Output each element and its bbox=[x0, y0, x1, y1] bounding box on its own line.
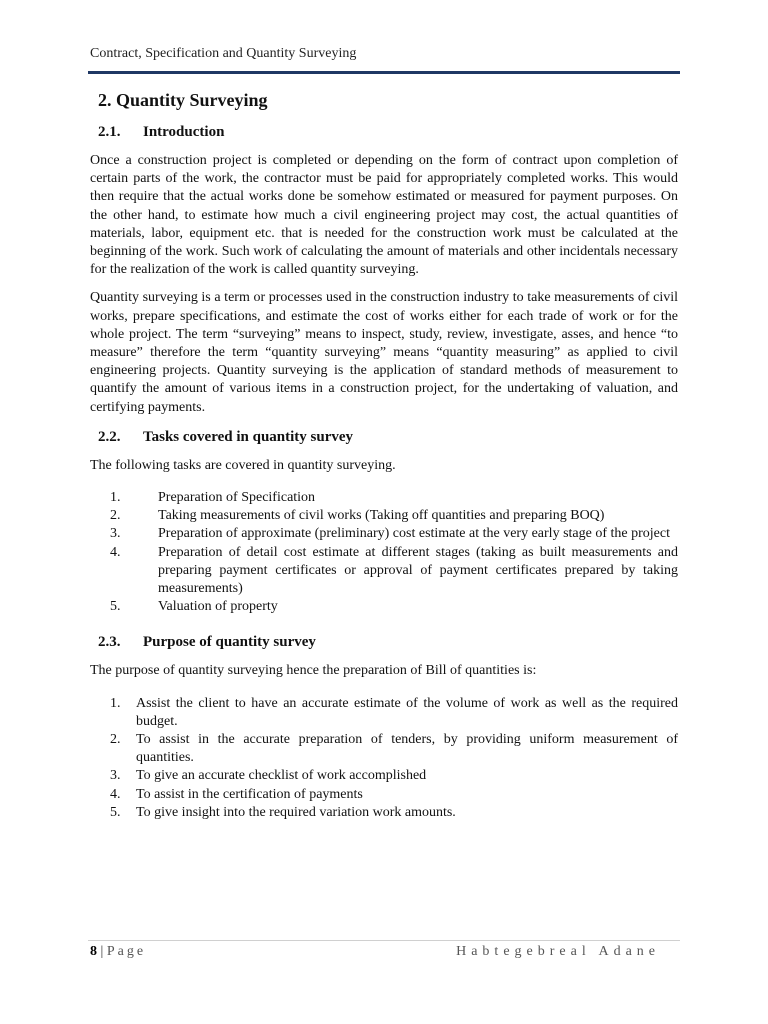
list-number: 1. bbox=[110, 695, 121, 711]
list-number: 1. bbox=[110, 490, 121, 506]
list-text: Assist the client to have an accurate estimate of the volume of work as well as the required budget. bbox=[136, 695, 678, 729]
section-heading-purpose bbox=[98, 632, 678, 652]
list-item bbox=[90, 489, 678, 507]
section-intro: The purpose of quantity surveying hence the preparation of Bill of quantities is: bbox=[90, 663, 537, 679]
list-text: Taking measurements of civil works (Taking off quantities and preparing BOQ) bbox=[158, 508, 605, 524]
paragraph: Quantity surveying is a term or processes used in the construction industry to take measurements of civil works, prepare specifications, and estimate the cost of works either for each trade of work or for the whole project. The term “surveying” means to inspect, study, review, investigate, asses, and hence “to measure” therefore the term “quantity surveying” means “quantity measuring” as applied to civil engineering projects. Quantity surveying is the application of standard methods of measurement to quantify the amount of various items in a construction project, for the undertaking of valuation, and certifying payments. bbox=[90, 290, 678, 415]
list-item bbox=[90, 525, 678, 543]
list-number: 5. bbox=[110, 804, 121, 820]
section-heading-intro bbox=[98, 122, 678, 142]
list-number: 2. bbox=[110, 732, 121, 748]
page-content bbox=[90, 88, 678, 834]
list-number: 3. bbox=[110, 526, 121, 542]
list-number: 3. bbox=[110, 768, 121, 784]
list-item bbox=[90, 695, 678, 731]
list-item bbox=[90, 786, 678, 804]
list-text: To give insight into the required variation work amounts. bbox=[136, 804, 456, 820]
section-number: 2.3. bbox=[98, 634, 121, 651]
section-title: Purpose of quantity survey bbox=[143, 634, 316, 651]
list-text: To assist in the certification of payments bbox=[136, 786, 363, 802]
list-number: 4. bbox=[110, 544, 121, 560]
list-text: Preparation of approximate (preliminary) cost estimate at the very early stage of the project bbox=[158, 526, 670, 542]
list-item bbox=[90, 767, 678, 785]
section-number: 2.1. bbox=[98, 124, 121, 140]
list-text: Valuation of property bbox=[158, 599, 278, 615]
header-rule bbox=[88, 71, 680, 74]
footer-separator: | bbox=[97, 944, 107, 959]
section-intro: The following tasks are covered in quantity surveying. bbox=[90, 457, 396, 473]
page-number: 8 bbox=[90, 944, 97, 959]
list-number: 2. bbox=[110, 508, 121, 524]
footer-rule bbox=[88, 940, 680, 941]
section-number: 2.2. bbox=[98, 428, 121, 445]
section-title: Tasks covered in quantity survey bbox=[143, 428, 354, 445]
chapter-title: 2. Quantity Surveying bbox=[98, 90, 268, 110]
list-text: Preparation of Specification bbox=[158, 490, 316, 506]
paragraph: Once a construction project is completed or depending on the form of contract upon completion of certain parts of the work, the contractor must be paid for appropriately completed works. This would then require that the actual works done be somehow estimated or measured for payment purposes. On the other hand, to estimate how much a civil engineering project may cost, the actual quantities of materials, labor, equipment etc. that is needed for the construction work must be calculated at the beginning of the work. Such work of calculating the amount of materials and other incidentals necessary for the realization of the work is called quantity surveying. bbox=[90, 153, 678, 278]
list-item bbox=[90, 731, 678, 767]
page-label: Page bbox=[106, 944, 147, 959]
list-text: To give an accurate checklist of work accomplished bbox=[136, 768, 427, 784]
list-number: 5. bbox=[110, 599, 121, 615]
list-number: 4. bbox=[110, 786, 121, 802]
list-item bbox=[90, 598, 678, 616]
purpose-list bbox=[90, 695, 678, 822]
footer-author: Habtegebreal Adane bbox=[456, 944, 660, 959]
list-text: To assist in the accurate preparation of tenders, by providing uniform measurement of quantities. bbox=[136, 732, 678, 766]
running-header: Contract, Specification and Quantity Surveying bbox=[90, 46, 357, 61]
list-item bbox=[90, 544, 678, 599]
list-item bbox=[90, 507, 678, 525]
section-heading-tasks bbox=[98, 427, 678, 447]
list-item bbox=[90, 804, 678, 822]
section-title: Introduction bbox=[143, 124, 225, 140]
tasks-list bbox=[90, 489, 678, 616]
list-text: Preparation of detail cost estimate at different stages (taking as built measurements and preparing payment certificates or approval of payment certificates prepared by taking measurements) bbox=[158, 544, 678, 597]
page-footer-number bbox=[90, 944, 146, 960]
